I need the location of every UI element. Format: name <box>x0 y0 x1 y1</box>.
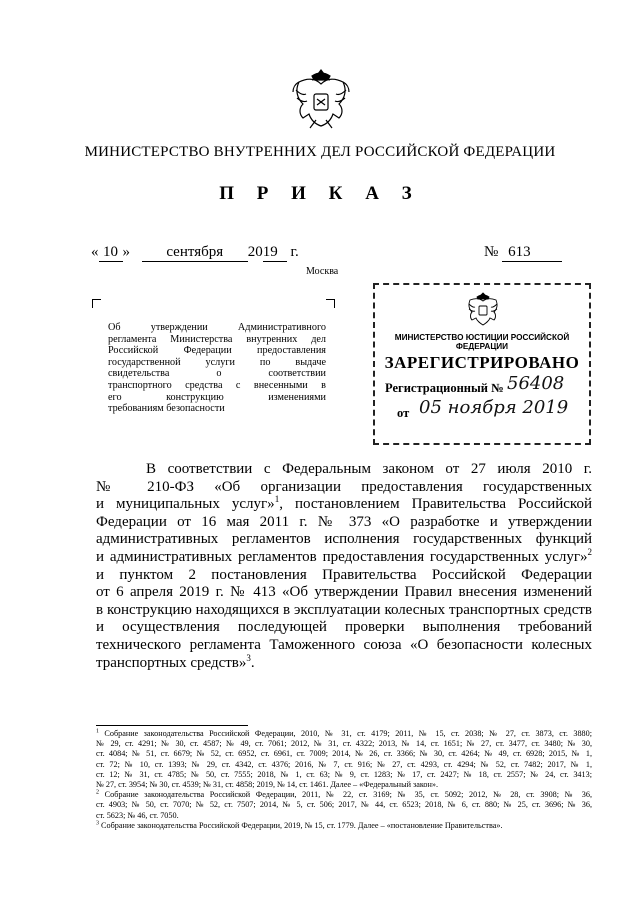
subject-line: Российской Федерации предоставления <box>108 345 326 357</box>
bracket-right <box>326 299 335 308</box>
date-year-prefix: 20 <box>247 244 263 260</box>
body-line: технического регламента Таможенного союза «О безопасности колесных <box>96 636 592 653</box>
date-year-suffix: 19 <box>263 244 287 262</box>
registration-stamp <box>373 283 591 445</box>
stamp-emblem-icon <box>465 291 501 329</box>
footnote-line: $^3$ Собрание законодательства Российской Федерации, 2019, № 15, ст. 1779. Далее – «постановление Правительства». <box>96 820 503 830</box>
footnote-line: № 27, ст. 3954; № 30, ст. 4539; № 31, ст. 4858; 2019, № 14, ст. 1461. Далее – «Федеральный закон». <box>96 780 439 790</box>
date-open-quote: « <box>91 244 99 260</box>
subject-line: требованиям безопасности <box>108 403 225 415</box>
stamp-handwritten-date: 05 ноября 2019 <box>419 397 569 418</box>
subject-line: свидетельства о соответствии <box>108 368 326 380</box>
body-line: от 6 апреля 2019 г. № 413 «Об утверждении Правил внесения изменений <box>96 584 592 601</box>
order-subject <box>108 322 326 415</box>
body-line: административных регламентов исполнения государственных функций <box>96 531 592 548</box>
footnote-ref: 1 <box>274 494 280 505</box>
order-number: 613 <box>502 244 562 262</box>
bracket-left <box>92 299 101 308</box>
footnote-ref: 2 <box>587 546 592 557</box>
footnote-line: $^2$ Собрание законодательства Российской Федерации, 2011, № 22, ст. 3169; № 35, ст. 5092; 2012, № 28, ст. 3908; № 36, <box>96 789 592 800</box>
subject-line: регламента Министерства внутренних дел <box>108 333 326 345</box>
date-day: 10 <box>99 244 123 262</box>
stamp-registration-number: 56408 <box>507 373 565 394</box>
subject-line: его конструкцию изменениями <box>108 391 326 403</box>
body-line: В соответствии с Федеральным законом от 27 июля 2010 г. <box>146 461 592 477</box>
ministry-heading: МИНИСТЕРСТВО ВНУТРЕННИХ ДЕЛ РОССИЙСКОЙ ФЕДЕРАЦИИ <box>84 144 556 160</box>
footnote-line: $^1$ Собрание законодательства Российской Федерации, 2010, № 31, ст. 4179; 2011, № 15, ст. 2038; № 27, ст. 3873, ст. 3880; <box>96 728 592 738</box>
footnote-line: ст. 4084; № 51, ст. 6679; № 52, ст. 6952, ст. 6961, ст. 7009; 2014, № 26, ст. 3366; № 30, ст. 4264; № 49, ст. 6928; 2015, № 1, <box>96 749 592 759</box>
date-close-quote: » <box>122 244 130 260</box>
body-line: № 210-ФЗ «Об организации предоставления государственных <box>96 478 592 495</box>
city: Москва <box>306 266 339 277</box>
footnote-line: ст. 5623; № 46, ст. 7050. <box>96 810 179 820</box>
footnote-line: № 29, ст. 4291; № 30, ст. 4587; № 49, ст. 7061; 2012, № 31, ст. 4322; 2013, № 14, ст. 1651; № 27, ст. 3477, ст. 3480; № 30, <box>96 739 592 749</box>
subject-line: государственной услуги по выдаче <box>108 356 326 368</box>
body-line: и осуществления последующей проверки выполнения требований <box>96 619 592 636</box>
coat-of-arms-emblem <box>290 66 352 136</box>
stamp-from-label: от <box>397 406 410 420</box>
body-line: в конструкцию находящихся в эксплуатации колесных транспортных средств <box>96 601 592 618</box>
footnote-line: ст. 4903; № 50, ст. 7070; № 52, ст. 7507; 2014, № 5, ст. 506; 2017, № 44, ст. 6523; 2018, № 6, ст. 880; № 25, ст. 3696; № 36, <box>96 800 592 810</box>
subject-line: Об утверждении Административного <box>108 322 326 333</box>
stamp-ministry: МИНИСТЕРСТВО ЮСТИЦИИ РОССИЙСКОЙ ФЕДЕРАЦИИ <box>394 333 570 351</box>
body-line: транспортных средств»$^3$. <box>96 652 255 671</box>
date-month: сентября <box>142 244 248 262</box>
order-body <box>96 461 592 672</box>
stamp-number-label: Регистрационный № <box>385 381 504 395</box>
subject-line: транспортного средства с внесенными в <box>108 379 326 391</box>
footnotes <box>96 729 592 831</box>
order-title: П Р И К А З <box>219 183 421 204</box>
body-line: и пунктом 2 постановления Правительства Российской Федерации <box>96 566 592 583</box>
stamp-registered: ЗАРЕГИСТРИРОВАНО <box>384 353 580 372</box>
footnote-line: ст. 72; № 10, ст. 1393; № 29, ст. 4342, ст. 4376; 2016, № 7, ст. 916; № 27, ст. 4293, ст. 4294; № 52, ст. 7482; 2017, № 1, <box>96 759 592 769</box>
body-line: и муниципальных услуг»$^1$, постановлением Правительства Российской <box>96 494 592 513</box>
footnote-ref: 3 <box>246 652 251 663</box>
order-number-label: № <box>484 244 499 260</box>
date-line <box>91 244 299 262</box>
footnote-line: ст. 12; № 31, ст. 4785; № 50, ст. 7555; 2018, № 1, ст. 63; № 9, ст. 1283; № 17, ст. 2427; № 18, ст. 2557; № 24, ст. 3413; <box>96 769 592 779</box>
body-line: и административных регламентов предоставления государственных услуг»$^2$ <box>96 546 592 565</box>
footnote-separator <box>96 725 248 726</box>
date-year-abbr: г. <box>290 244 299 260</box>
order-number-line <box>484 244 562 262</box>
body-line: Федерации от 16 мая 2011 г. № 373 «О разработке и утверждении <box>96 513 592 530</box>
